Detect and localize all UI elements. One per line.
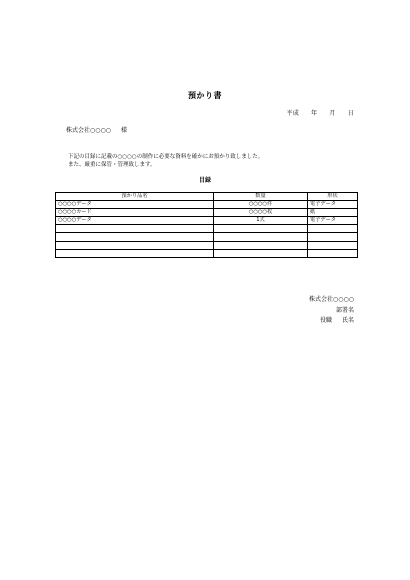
cell-form: 電子データ	[308, 201, 358, 209]
cell-form	[308, 241, 358, 249]
issuer-department: 部署名	[335, 307, 354, 314]
cell-form	[308, 225, 358, 233]
issuer-name: 氏名	[341, 317, 354, 324]
cell-quantity: ○○○○枚	[214, 209, 308, 217]
date-month: 月	[329, 110, 336, 117]
cell-item-name	[56, 225, 214, 233]
cell-form	[308, 249, 358, 257]
table-row	[56, 225, 358, 233]
table-row	[56, 201, 358, 209]
document-title: 預かり書	[188, 91, 222, 100]
cell-quantity	[214, 233, 308, 241]
date-day: 日	[347, 110, 354, 117]
cell-item-name	[56, 241, 214, 249]
cell-quantity: ○○○○件	[214, 201, 308, 209]
recipient-honorific: 様	[120, 127, 127, 134]
cell-item-name	[56, 249, 214, 257]
issuer-company: 株式会社○○○○	[309, 296, 354, 303]
cell-item-name: ○○○○データ	[56, 201, 214, 209]
cell-item-name: ○○○○カード	[56, 209, 214, 217]
table-row	[56, 249, 358, 257]
cell-item-name: ○○○○データ	[56, 217, 214, 225]
section-title: 目録	[198, 177, 211, 184]
table-header-row	[56, 193, 358, 201]
table-row	[56, 233, 358, 241]
cell-quantity	[214, 249, 308, 257]
recipient	[66, 128, 127, 134]
header-item-name: 預かり品名	[56, 193, 214, 201]
body-line-2: また、厳重に保管・管理致します。	[68, 162, 156, 168]
recipient-name: 株式会社○○○○	[66, 127, 111, 134]
issuer-signature	[320, 318, 354, 324]
date-year: 年	[311, 110, 318, 117]
cell-quantity	[214, 225, 308, 233]
cell-quantity: 1式	[214, 217, 308, 225]
issuer-position: 役職	[319, 317, 332, 324]
table-row	[56, 209, 358, 217]
table-row	[56, 241, 358, 249]
cell-form: 電子データ	[308, 217, 358, 225]
cell-form	[308, 233, 358, 241]
items-table	[55, 192, 358, 258]
body-line-1: 下記の目録に記載の○○○○の制作に必要な資料を確かにお預かり致しました。	[68, 154, 264, 160]
cell-item-name	[56, 233, 214, 241]
issue-date	[286, 111, 354, 117]
header-form: 形状	[308, 193, 358, 201]
header-quantity: 数量	[214, 193, 308, 201]
cell-form: 紙	[308, 209, 358, 217]
table-row	[56, 217, 358, 225]
date-era: 平成	[286, 110, 300, 117]
cell-quantity	[214, 241, 308, 249]
